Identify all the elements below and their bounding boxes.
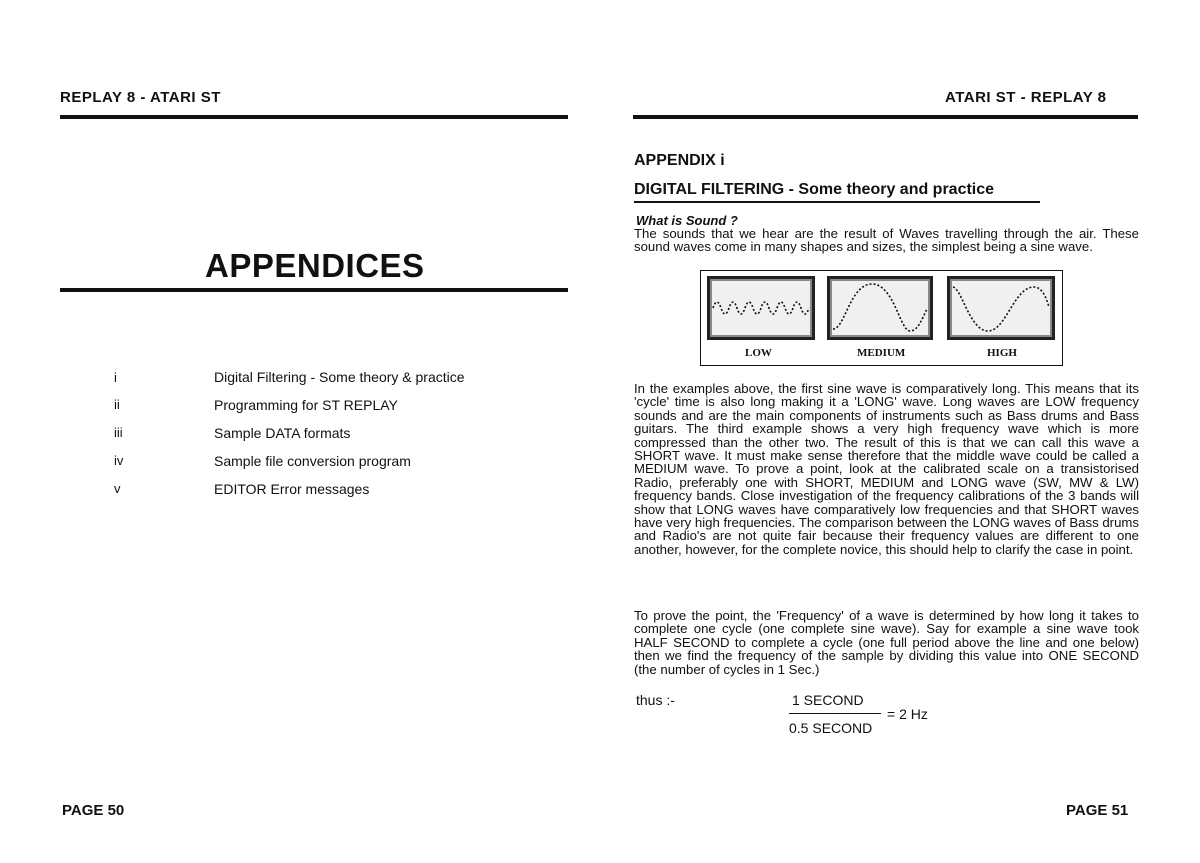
intro-text: The sounds that we hear are the result of Waves travelling through the air. These sound waves come in many shapes and sizes, the simplest being a sine wave. [634, 226, 1139, 255]
low-wave-graphic [710, 279, 812, 337]
section-title: DIGITAL FILTERING - Some theory and practice [634, 181, 995, 198]
wave-illustration [700, 270, 1063, 366]
medium-label: MEDIUM [857, 347, 906, 359]
paragraph-1: In the examples above, the first sine wave is comparatively long. This means that its 'cycle' time is also long making it a 'LONG' wave. Long waves are LOW frequency sounds and are the main components of instruments such as Bass drums and Bass guitars. The third example shows a very high frequency wave which is more compressed than the other two. The result of this is that we can call this wave a SHORT wave. It must make sense therefore that the middle wave could be called a MEDIUM wave. To prove a point, look at the calibrated scale on a transistorised Radio, preferably one with SHORT, MEDIUM and LONG wave (SW, MW & LW) frequency bands. Close investigation of the frequency calibrations of the 3 bands will show that LONG waves have comparatively low frequencies and that SHORT waves have very high frequencies. The comparison between the LONG waves of Bass drums and Radio's are not quite fair because their frequency values are different to one another, however, for the complete novice, this should help to clarify the case in point. [634, 381, 1139, 557]
left-page-header: REPLAY 8 - ATARI ST [60, 89, 221, 106]
paragraph-2: To prove the point, the 'Frequency' of a wave is determined by how long it takes to complete one cycle (one complete sine wave). Say for example a sine wave took HALF SECOND to complete a cycle (one full period above the line and one below) then we find the frequency of the sample by dividing this value into ONE SECOND (the number of cycles in 1 Sec.) [634, 608, 1139, 677]
high-label: HIGH [987, 347, 1017, 359]
toc-item-label: Sample file conversion program [214, 453, 411, 469]
low-label: LOW [745, 347, 772, 359]
toc-item-label: Sample DATA formats [214, 425, 351, 441]
toc-item-label: Digital Filtering - Some theory & practice [214, 369, 465, 385]
formula-denominator: 0.5 SECOND [789, 720, 873, 736]
low-wave-panel [707, 276, 815, 340]
formula-result: = 2 Hz [887, 706, 928, 722]
toc-number: iv [114, 453, 124, 468]
high-wave-graphic [950, 279, 1052, 337]
appendix-heading: APPENDIX i [634, 152, 725, 169]
fraction-bar [789, 713, 881, 714]
formula-numerator: 1 SECOND [792, 692, 864, 708]
right-page-header: ATARI ST - REPLAY 8 [945, 89, 1107, 106]
appendices-title: APPENDICES [205, 247, 425, 284]
toc-number: v [114, 481, 121, 496]
medium-wave-graphic [830, 279, 930, 337]
formula-lead: thus :- [636, 692, 675, 708]
toc-item-label: Programming for ST REPLAY [214, 397, 398, 413]
toc-number: i [114, 370, 117, 385]
toc-item-label: EDITOR Error messages [214, 481, 370, 497]
toc-number: iii [114, 425, 123, 440]
left-header-rule [60, 115, 568, 119]
title-rule [60, 288, 568, 292]
high-wave-panel [947, 276, 1055, 340]
right-page-number: PAGE 51 [1066, 802, 1129, 819]
section-title-rule [634, 201, 1040, 203]
right-header-rule [633, 115, 1138, 119]
left-page-number: PAGE 50 [62, 802, 125, 819]
subheading: What is Sound ? [636, 213, 738, 228]
medium-wave-panel [827, 276, 933, 340]
toc-number: ii [114, 397, 120, 412]
